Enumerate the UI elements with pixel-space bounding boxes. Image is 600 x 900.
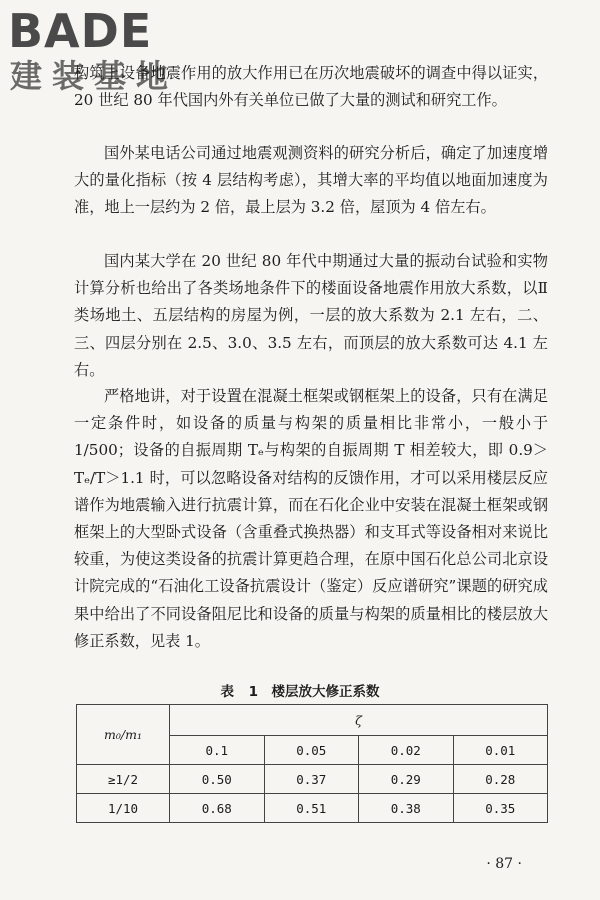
amplification-table xyxy=(76,704,548,823)
zeta-value: 0.05 xyxy=(264,736,359,765)
zeta-value: 0.1 xyxy=(170,736,265,765)
paragraph-3: 国内某大学在 20 世纪 80 年代中期通过大量的振动台试验和实物计算分析也给出了各类场地条件下的楼面设备地震作用放大系数，以Ⅱ类场地土、五层结构的房屋为例，一层的放大系数为 2.1 左右，二、三、四层分别在 2.5、3.0、3.5 左右，而顶层的放大系数可达 4.1 左右。 xyxy=(74,252,548,379)
table-cell: 0.28 xyxy=(453,765,548,794)
logo-subtitle: 建装基地 xyxy=(10,57,179,95)
table-cell: 0.37 xyxy=(264,765,359,794)
row-label: 1/10 xyxy=(77,794,170,823)
paragraph-1: 构筑上设备地震作用的放大作用已在历次地震破坏的调查中得以证实，20 世纪 80 年代国内外有关单位已做了大量的测试和研究工作。 xyxy=(74,64,548,110)
page-number: · 87 · xyxy=(486,856,522,872)
table-header-row xyxy=(77,705,548,736)
zeta-value: 0.01 xyxy=(453,736,548,765)
paragraph-4: 严格地讲，对于设置在混凝土框架或钢框架上的设备，只有在满足一定条件时，如设备的质量与构架的质量相比非常小，一般小于 1/500；设备的自振周期 Tₑ与构架的自振周期 T 相差较大，即 0.9＞Tₑ/T＞1.1 时，可以忽略设备对结构的反馈作用，才可以采用楼层反应谱作为地震输入进行抗震计算，而在石化企业中安装在混凝土框架或钢框架上的大型卧式设备（含重叠式换热器）和支耳式等设备相对来说比较重，为使这类设备的抗震计算更趋合理，在原中国石化总公司北京设计院完成的“石油化工设备抗震设计（鉴定）反应谱研究”课题的研究成果中给出了不同设备阻尼比和设备的质量与构架的质量相比的楼层放大修正系数，见表 1。 xyxy=(74,387,548,650)
table-row xyxy=(77,765,548,794)
mass-ratio-header: m₀/m₁ xyxy=(77,705,170,765)
paragraph-2: 国外某电话公司通过地震观测资料的研究分析后，确定了加速度增大的量化指标（按 4 层结构考虑），其增大率的平均值以地面加速度为准，地上一层约为 2 倍，最上层为 3.2 倍，屋顶为 4 倍左右。 xyxy=(74,144,548,217)
table-caption: 表 1 楼层放大修正系数 xyxy=(220,684,380,700)
logo-wordmark: BADE xyxy=(8,4,153,58)
table-cell: 0.68 xyxy=(170,794,265,823)
row-label: ≥1/2 xyxy=(77,765,170,794)
table-cell: 0.38 xyxy=(359,794,454,823)
table-cell: 0.29 xyxy=(359,765,454,794)
table-cell: 0.50 xyxy=(170,765,265,794)
zeta-value: 0.02 xyxy=(359,736,454,765)
zeta-header: ζ xyxy=(170,705,548,736)
table-row xyxy=(77,794,548,823)
table-cell: 0.51 xyxy=(264,794,359,823)
table-cell: 0.35 xyxy=(453,794,548,823)
